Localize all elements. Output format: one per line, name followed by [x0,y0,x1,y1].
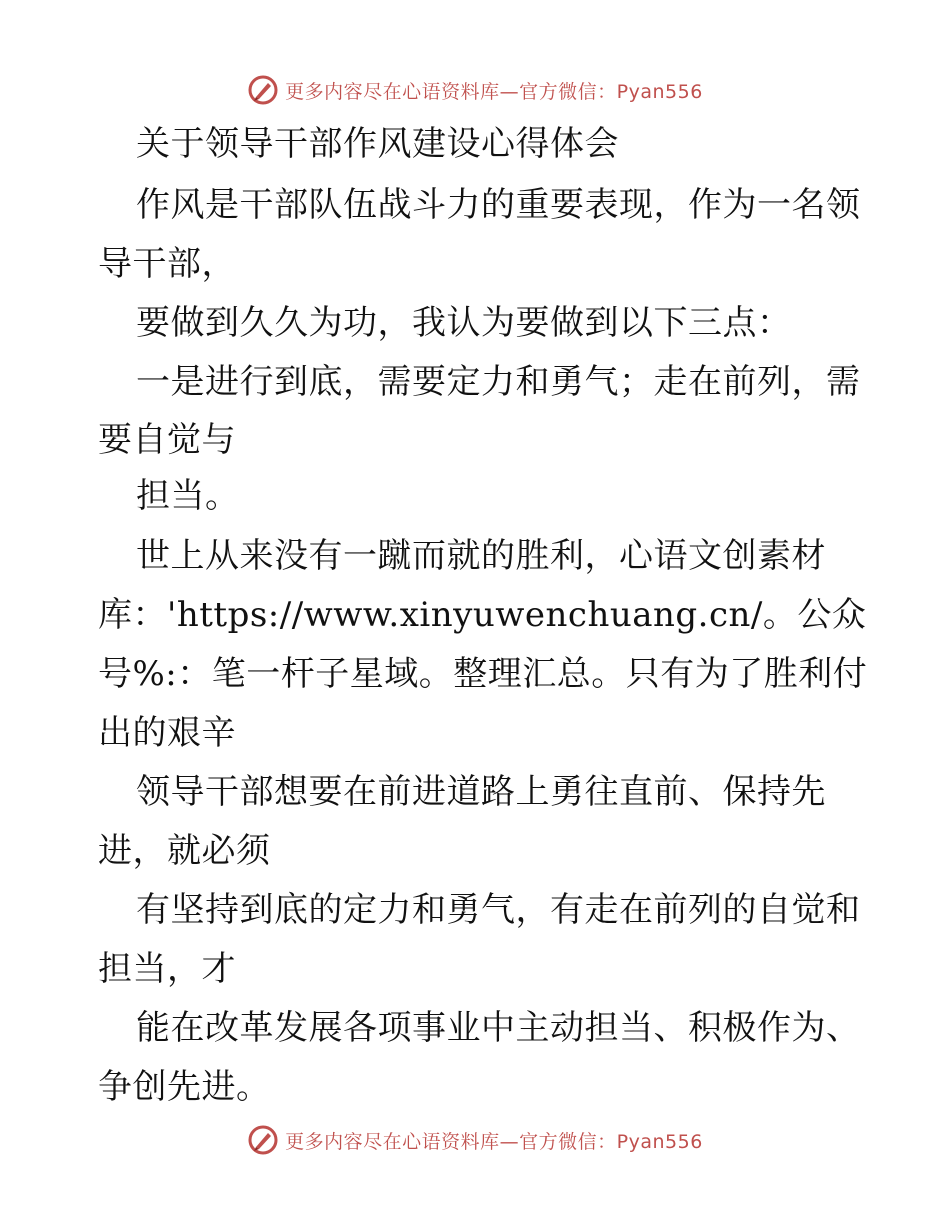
header-watermark-text: 更多内容尽在心语资料库—官方微信：Pyan556 [285,80,703,103]
paragraph-line: 担当，才 [98,949,236,989]
paragraph-line: 有坚持到底的定力和勇气，有走在前列的自觉和 [136,890,861,930]
paragraph-line: 库：'https://www.xinyuwenchuang.cn/。公众 [98,595,867,635]
paragraph-line: 能在改革发展各项事业中主动担当、积极作为、 [136,1008,861,1048]
paragraph-line: 作风是干部队伍战斗力的重要表现，作为一名领 [136,185,861,225]
paragraph-line: 要自觉与 [98,420,236,460]
paragraph-line: 导干部， [98,244,236,284]
paragraph-line: 领导干部想要在前进道路上勇往直前、保持先 [136,772,826,812]
pen-logo-icon [247,74,279,106]
paragraph-line: 要做到久久为功，我认为要做到以下三点： [136,303,792,343]
footer-watermark-banner [0,1120,950,1160]
header-watermark-banner [0,70,950,110]
paragraph-line: 争创先进。 [98,1067,271,1107]
paragraph-line: 号%:：笔一杆子星域。整理汇总。只有为了胜利付 [98,654,868,694]
footer-watermark-text: 更多内容尽在心语资料库—官方微信：Pyan556 [285,1130,703,1153]
pen-logo-icon [247,1124,279,1156]
paragraph-line: 出的艰辛 [98,713,236,753]
document-title: 关于领导干部作风建设心得体会 [136,124,619,164]
paragraph-line: 担当。 [136,476,240,516]
paragraph-line: 进，就必须 [98,831,271,871]
paragraph-line: 一是进行到底，需要定力和勇气；走在前列，需 [136,362,861,402]
paragraph-line: 世上从来没有一蹴而就的胜利，心语文创素材 [136,536,826,576]
